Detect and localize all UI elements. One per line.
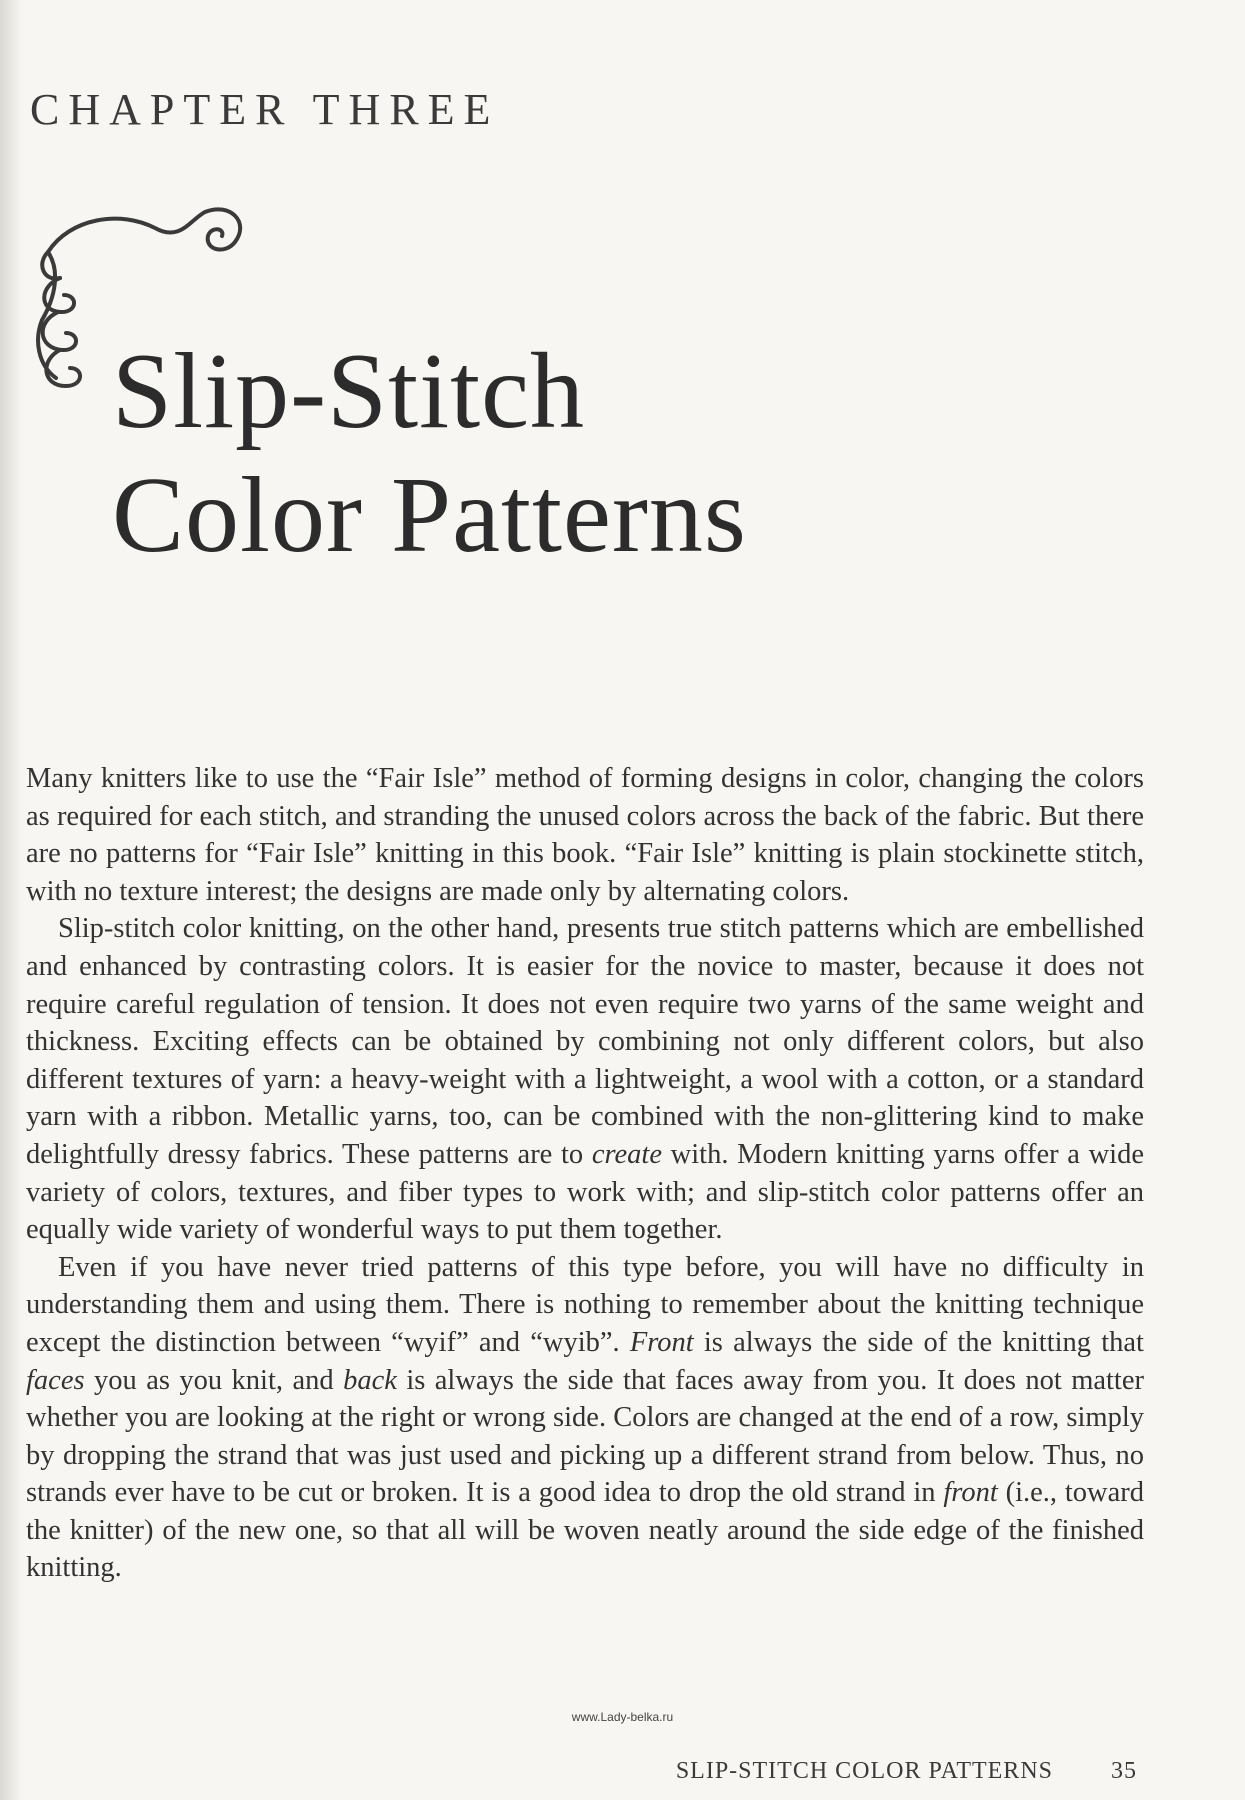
running-head: SLIP-STITCH COLOR PATTERNS: [675, 1758, 1053, 1784]
chapter-title-line-2: Color Patterns: [112, 456, 747, 575]
paragraph-2-emphasis: create: [591, 1138, 662, 1170]
paragraph-2-text-b: with. Modern knitting yarns offer a wide variety of colors, textures, and fiber types to work with; and slip-stitch color patterns offer an equally wide variety of wonderful ways to put them together.: [26, 1138, 1144, 1246]
paragraph-3-emphasis-front: Front: [629, 1326, 694, 1358]
paragraph-2: [26, 910, 1144, 1248]
page-number: 35: [1111, 1758, 1137, 1784]
chapter-title: [112, 330, 747, 578]
body-text: [26, 760, 1144, 1587]
chapter-title-line-1: Slip-Stitch: [112, 332, 586, 451]
paragraph-3-text-b: is always the side of the knitting that: [693, 1326, 1144, 1358]
chapter-label: CHAPTER THREE: [30, 85, 500, 134]
paragraph-3-text-e: (i.e., toward the knitter) of the new one, so that all will be woven neatly around the side edge of the finished knitting.: [26, 1477, 1144, 1584]
paragraph-3: [26, 1249, 1144, 1587]
paragraph-1: Many knitters like to use the “Fair Isle” method of forming designs in color, changing the colors as required for each stitch, and stranding the unused colors across the back of the fabric. But there are no patterns for “Fair Isle” knitting in this book. “Fair Isle” knitting is plain stockinette stitch, with no texture interest; the designs are made only by alternating colors.: [26, 763, 1144, 907]
paragraph-3-text-c: you as you knit, and: [84, 1364, 344, 1396]
book-spine-shadow: [0, 0, 22, 1800]
paragraph-2-text-a: Slip-stitch color knitting, on the other hand, presents true stitch patterns which are embellished and enhanced by contrasting colors. It is easier for the novice to master, because it does not require careful regulation of tension. It does not even require two yarns of the same weight and thickness. Exciting effects can be obtained by combining not only different colors, but also different textures of yarn: a heavy-weight with a lightweight, a wool with a cotton, or a standard yarn with a ribbon. Metallic yarns, too, can be combined with the non-glittering kind to make delightfully dressy fabrics. These patterns are to: [26, 913, 1144, 1170]
paragraph-3-text-a: Even if you have never tried patterns of this type before, you will have no difficulty in understanding them and using them. There is nothing to remember about the knitting technique except the distinction between “wyif” and “wyib”.: [26, 1251, 1144, 1358]
paragraph-3-emphasis-front-2: front: [943, 1477, 998, 1509]
running-footer: [676, 1758, 1137, 1785]
paragraph-3-text-d: is always the side that faces away from you. It does not matter whether you are looking at the right or wrong side. Colors are changed at the end of a row, simply by dropping the strand that was just used and picking up a different strand from below. Thus, no strands ever have to be cut or broken. It is a good idea to drop the old strand in: [26, 1364, 1144, 1509]
watermark: www.Lady-belka.ru: [571, 1710, 674, 1724]
paragraph-3-emphasis-back: back: [343, 1364, 397, 1396]
paragraph-3-emphasis-faces: faces: [26, 1364, 85, 1396]
